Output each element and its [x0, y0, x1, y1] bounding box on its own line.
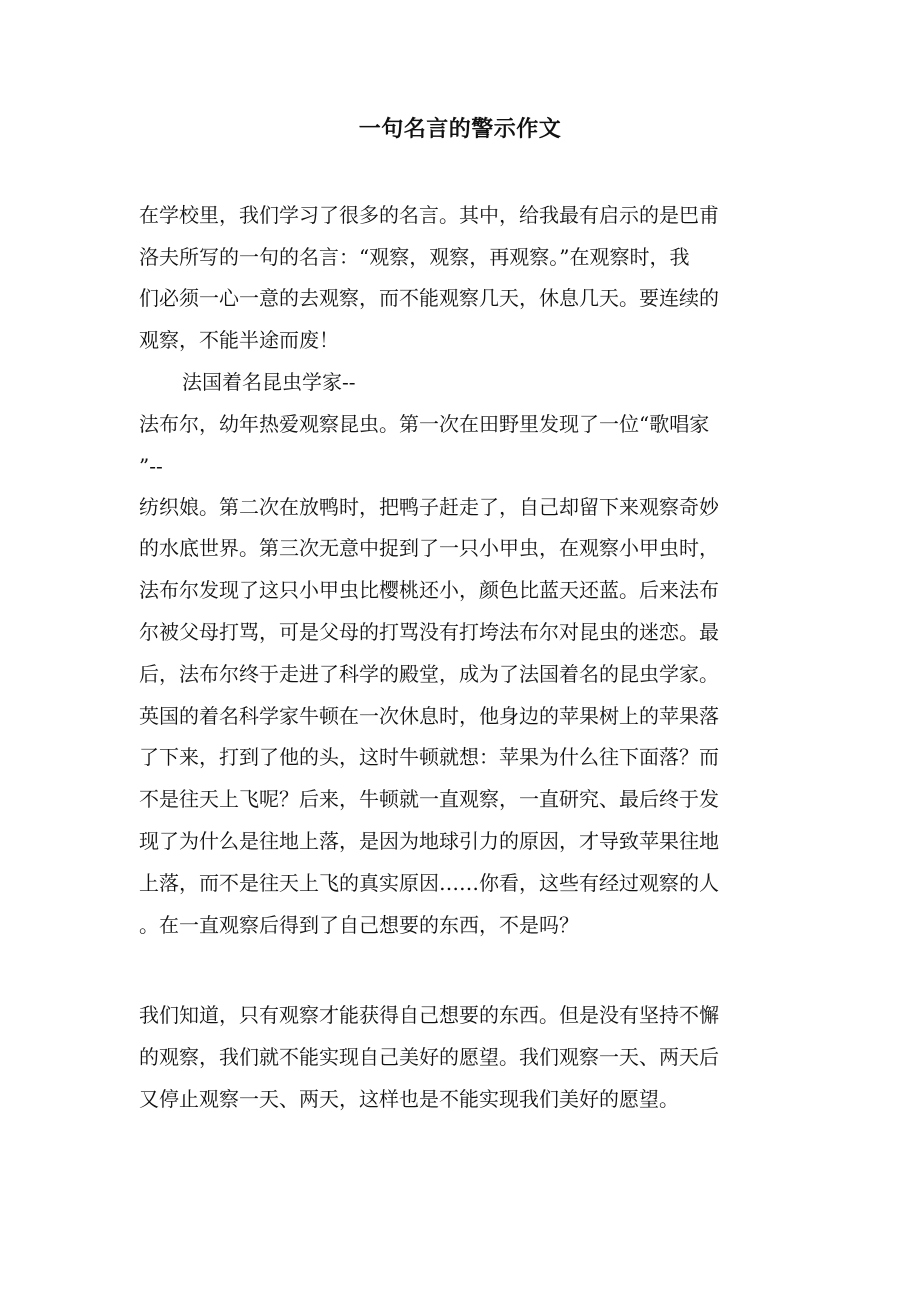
- body-line: 了下来，打到了他的头，这时牛顿就想：苹果为什么往下面落？而: [139, 745, 719, 769]
- body-line: 上落，而不是往天上飞的真实原因……你看，这些有经过观察的人: [139, 871, 719, 895]
- body-line: 又停止观察一天、两天，这样也是不能实现我们美好的愿望。: [139, 1087, 679, 1111]
- body-line: 在学校里，我们学习了很多的名言。其中，给我最有启示的是巴甫: [139, 203, 719, 227]
- body-line: 法布尔发现了这只小甲虫比樱桃还小，颜色比蓝天还蓝。后来法布: [139, 578, 719, 602]
- body-line: 观察，不能半途而废！: [139, 328, 339, 352]
- document-title: 一句名言的警示作文: [358, 116, 562, 142]
- body-line: 洛夫所写的一句的名言：“观察，观察，再观察。”在观察时，我: [139, 245, 690, 269]
- body-line: 的水底世界。第三次无意中捉到了一只小甲虫，在观察小甲虫时，: [139, 536, 719, 560]
- body-line: 现了为什么是往地上落，是因为地球引力的原因，才导致苹果往地: [139, 829, 719, 853]
- body-line: 纺织娘。第二次在放鸭时，把鸭子赶走了，自己却留下来观察奇妙: [139, 495, 719, 519]
- body-line: 法布尔，幼年热爱观察昆虫。第一次在田野里发现了一位“歌唱家: [139, 412, 710, 436]
- body-line: 们必须一心一意的去观察，而不能观察几天，休息几天。要连续的: [139, 286, 719, 310]
- body-line: ”--: [139, 454, 163, 478]
- body-line: 不是往天上飞呢？后来，牛顿就一直观察，一直研究、最后终于发: [139, 787, 719, 811]
- body-line: 后，法布尔终于走进了科学的殿堂，成为了法国着名的昆虫学家。: [139, 662, 719, 686]
- body-line: 我们知道，只有观察才能获得自己想要的东西。但是没有坚持不懈: [139, 1003, 719, 1027]
- body-line: 法国着名昆虫学家--: [182, 370, 356, 394]
- body-line: 英国的着名科学家牛顿在一次休息时，他身边的苹果树上的苹果落: [139, 704, 719, 728]
- body-line: 的观察，我们就不能实现自己美好的愿望。我们观察一天、两天后: [139, 1045, 719, 1069]
- body-line: 。在一直观察后得到了自己想要的东西，不是吗？: [139, 913, 579, 937]
- body-line: 尔被父母打骂，可是父母的打骂没有打垮法布尔对昆虫的迷恋。最: [139, 620, 719, 644]
